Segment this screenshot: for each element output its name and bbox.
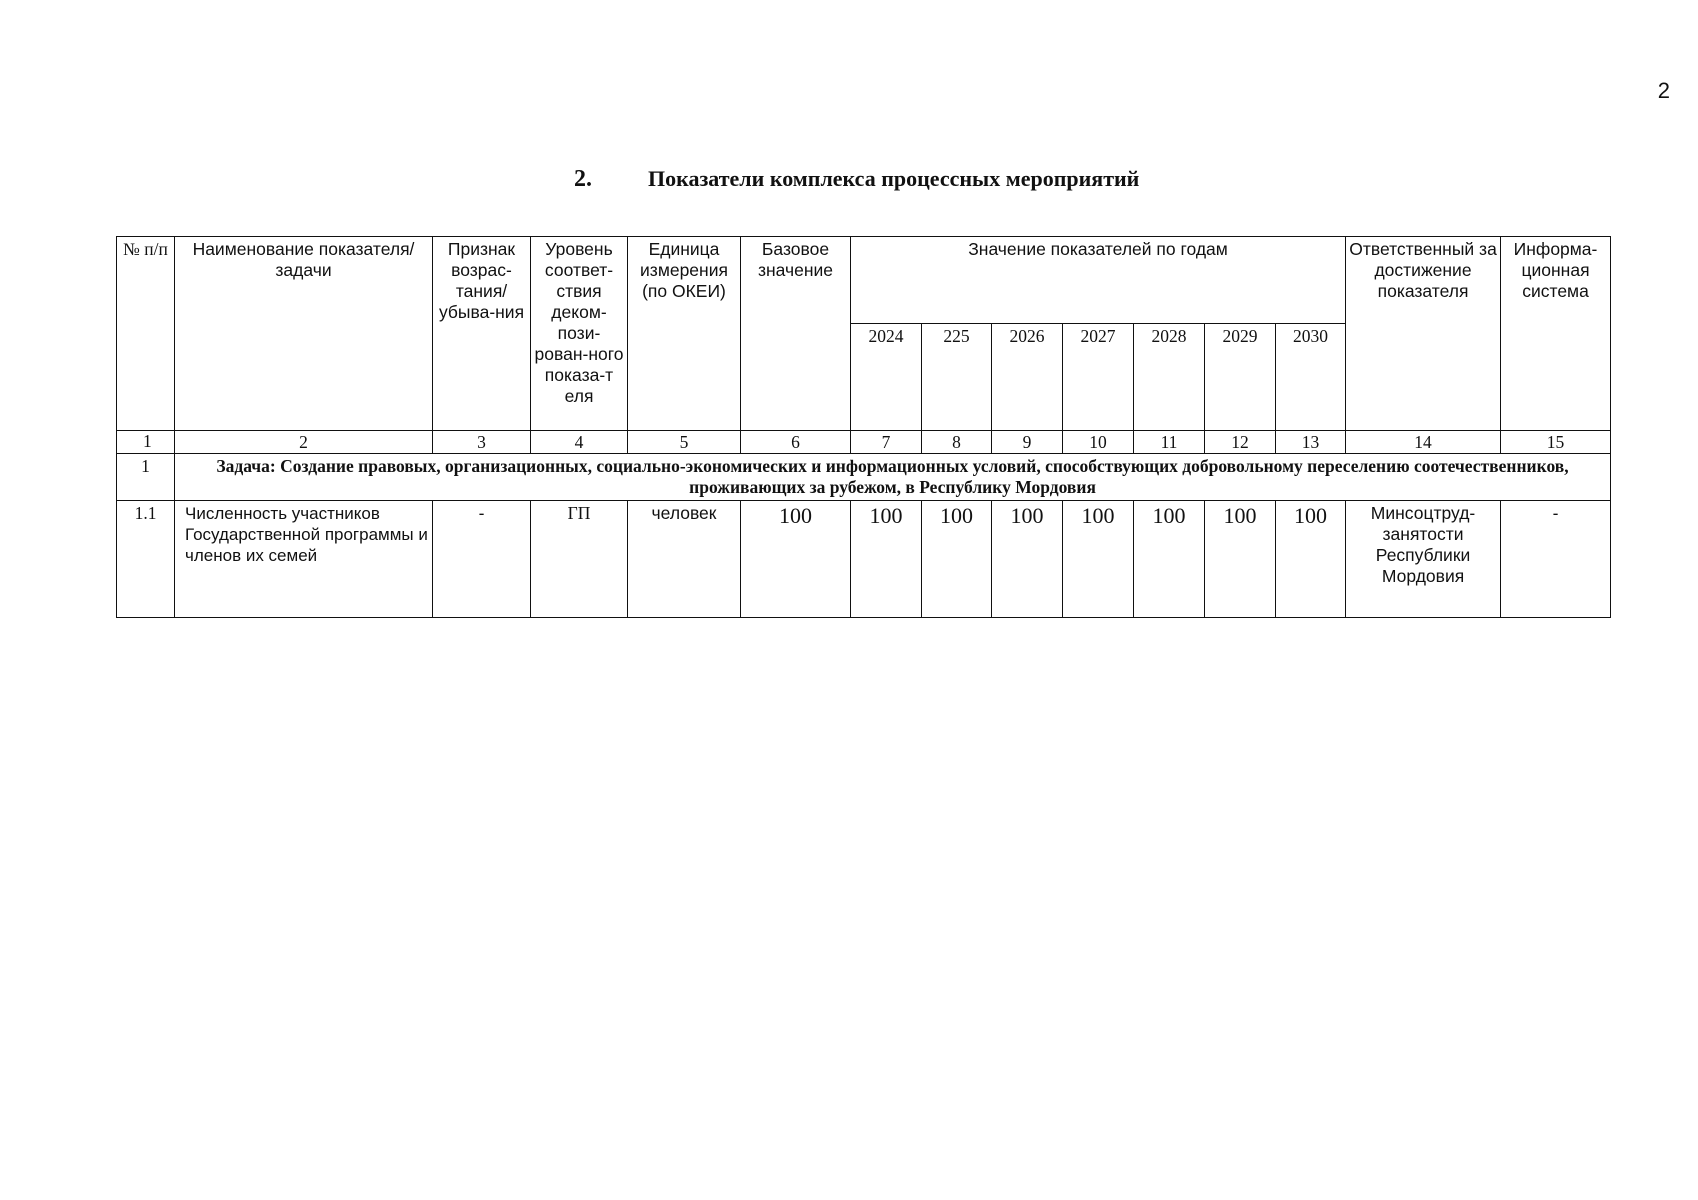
column-number: 1 (117, 431, 175, 454)
header-year: 2024 (851, 324, 922, 431)
row-responsible: Минсоцтруд-занятости Республики Мордовия (1346, 501, 1501, 618)
header-year: 2028 (1134, 324, 1205, 431)
indicators-table (116, 236, 1611, 618)
column-number: 6 (741, 431, 851, 454)
header-level: Уровень соответ-ствия деком-пози-рован-ного показа-т еля (531, 237, 628, 431)
row-unit: человек (628, 501, 741, 618)
column-number: 10 (1063, 431, 1134, 454)
header-unit: Единица измерения (по ОКЕИ) (628, 237, 741, 431)
header-year: 2027 (1063, 324, 1134, 431)
header-trend: Признак возрас-тания/ убыва-ния (433, 237, 531, 431)
row-trend: - (433, 501, 531, 618)
row-number: 1.1 (117, 501, 175, 618)
column-number: 13 (1276, 431, 1346, 454)
column-number: 9 (992, 431, 1063, 454)
header-year: 2029 (1205, 324, 1276, 431)
column-number: 5 (628, 431, 741, 454)
row-year-value: 100 (1205, 501, 1276, 618)
column-number: 12 (1205, 431, 1276, 454)
header-year: 2030 (1276, 324, 1346, 431)
row-year-value: 100 (851, 501, 922, 618)
task-row (117, 454, 1611, 501)
column-number: 4 (531, 431, 628, 454)
row-year-value: 100 (1134, 501, 1205, 618)
task-text: Задача: Создание правовых, организационных, социально-экономических и информационных условий, способствующих добровольному переселению соотечественников, проживающих за рубежом, в Республику Мордовия (175, 454, 1611, 501)
column-number: 7 (851, 431, 922, 454)
header-row (117, 237, 1611, 324)
page-number: 2 (1657, 78, 1670, 103)
header-years-group: Значение показателей по годам (851, 237, 1346, 324)
header-year: 225 (922, 324, 992, 431)
column-number: 3 (433, 431, 531, 454)
column-number: 8 (922, 431, 992, 454)
header-name: Наименование показателя/ задачи (175, 237, 433, 431)
row-year-value: 100 (922, 501, 992, 618)
column-number: 2 (175, 431, 433, 454)
header-info-system: Информа-ционная система (1501, 237, 1611, 431)
task-number: 1 (117, 454, 175, 501)
row-base-value: 100 (741, 501, 851, 618)
table-row (117, 501, 1611, 618)
section-heading (574, 166, 1139, 193)
row-info-system: - (1501, 501, 1611, 618)
row-level: ГП (531, 501, 628, 618)
section-number: 2. (574, 166, 592, 192)
column-number: 14 (1346, 431, 1501, 454)
section-title: Показатели комплекса процессных мероприятий (648, 166, 1140, 191)
header-year: 2026 (992, 324, 1063, 431)
column-number-row (117, 431, 1611, 454)
row-year-value: 100 (1276, 501, 1346, 618)
row-indicator-name: Численность участников Государственной программы и членов их семей (175, 501, 433, 618)
column-number: 15 (1501, 431, 1611, 454)
header-base: Базовое значение (741, 237, 851, 431)
row-year-value: 100 (992, 501, 1063, 618)
header-num: № п/п (117, 237, 175, 431)
row-year-value: 100 (1063, 501, 1134, 618)
column-number: 11 (1134, 431, 1205, 454)
header-responsible: Ответственный за достижение показателя (1346, 237, 1501, 431)
